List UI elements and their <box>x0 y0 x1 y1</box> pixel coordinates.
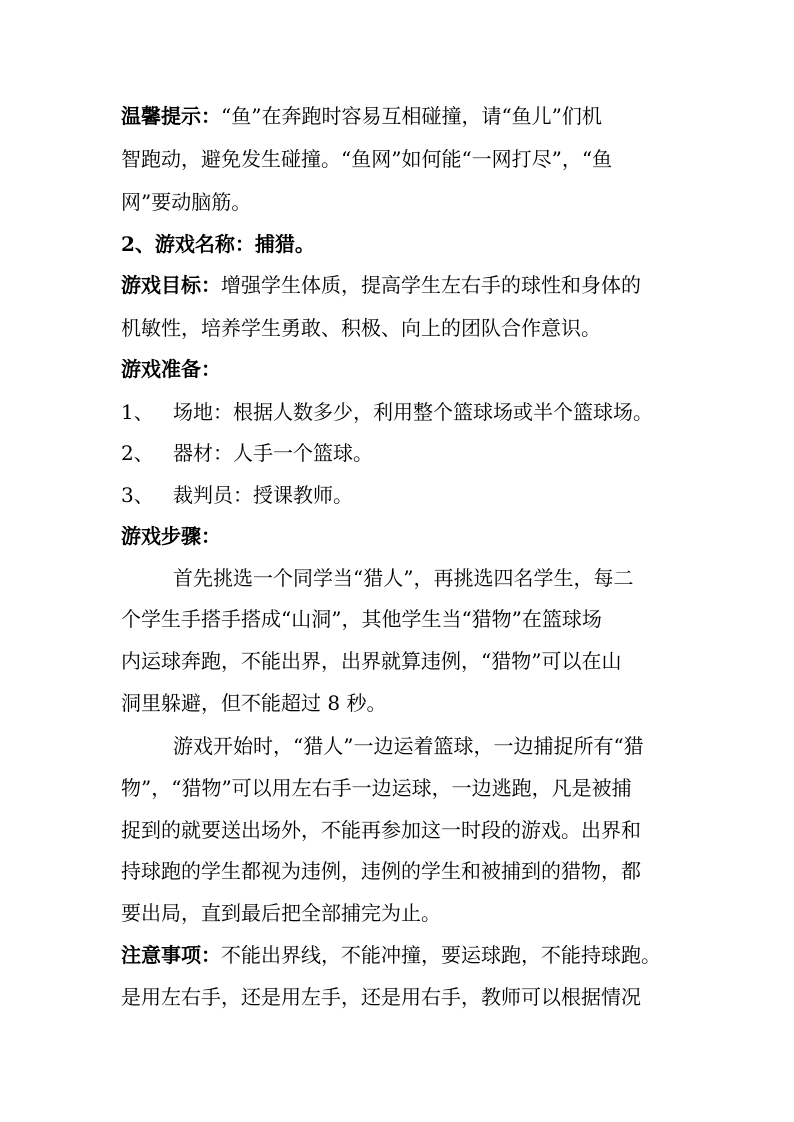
prep-item-number: 1、 <box>121 400 154 424</box>
steps-p2-line-1: 游戏开始时，“猎人”一边运着篮球，一边捕捉所有“猎 <box>173 734 644 758</box>
notes-text-1: 不能出界线，不能冲撞，要运球跑，不能持球跑。 <box>221 943 661 967</box>
notes-line-2: 是用左右手，还是用左手，还是用右手，教师可以根据情况 <box>121 985 641 1009</box>
tips-line-1 <box>121 101 681 131</box>
tips-label: 温馨提示： <box>121 104 221 128</box>
tips-text-1: “鱼”在奔跑时容易互相碰撞，请“鱼儿”们机 <box>221 104 602 128</box>
steps-p1-line-1: 首先挑选一个同学当“猎人”，再挑选四名学生，每二 <box>173 566 634 590</box>
goal-label: 游戏目标： <box>121 273 221 297</box>
steps-p2-line-4: 持球跑的学生都视为违例，违例的学生和被捕到的猎物，都 <box>121 859 641 883</box>
steps-p1-line-2: 个学生手搭手搭成“山洞”，其他学生当“猎物”在篮球场 <box>121 607 602 631</box>
tips-line-3: 网”要动脑筋。 <box>121 190 252 214</box>
steps-label: 游戏步骤： <box>121 524 221 548</box>
goal-text-1: 增强学生体质，提高学生左右手的球性和身体的 <box>221 273 641 297</box>
steps-p2-line-5: 要出局，直到最后把全部捕完为止。 <box>121 901 441 925</box>
goal-line-2: 机敏性，培养学生勇敢、积极、向上的团队合作意识。 <box>121 316 601 340</box>
section-heading-game-2: 2、游戏名称：捕猎。 <box>121 232 315 256</box>
prep-item-number: 3、 <box>121 483 154 507</box>
notes-line-1 <box>121 940 681 970</box>
tips-line-2: 智跑动，避免发生碰撞。“鱼网”如何能“一网打尽”，“鱼 <box>121 147 613 171</box>
steps-p1-line-3: 内运球奔跑，不能出界，出界就算违例，“猎物”可以在山 <box>121 649 622 673</box>
goal-line-1 <box>121 270 681 300</box>
prep-item-2 <box>121 438 681 468</box>
prep-label: 游戏准备： <box>121 357 221 381</box>
prep-item-3 <box>121 480 681 510</box>
prep-item-number: 2、 <box>121 441 154 465</box>
steps-p2-line-2: 物”，“猎物”可以用左右手一边运球，一边逃跑，凡是被捕 <box>121 776 632 800</box>
prep-item-1 <box>121 397 681 427</box>
prep-item-text: 器材：人手一个篮球。 <box>173 441 373 465</box>
steps-p1-line-4: 洞里躲避，但不能超过 8 秒。 <box>121 691 387 715</box>
notes-label: 注意事项： <box>121 943 221 967</box>
prep-item-text: 场地：根据人数多少，利用整个篮球场或半个篮球场。 <box>173 400 653 424</box>
prep-item-text: 裁判员：授课教师。 <box>173 483 353 507</box>
steps-p2-line-3: 捉到的就要送出场外，不能再参加这一时段的游戏。出界和 <box>121 818 641 842</box>
